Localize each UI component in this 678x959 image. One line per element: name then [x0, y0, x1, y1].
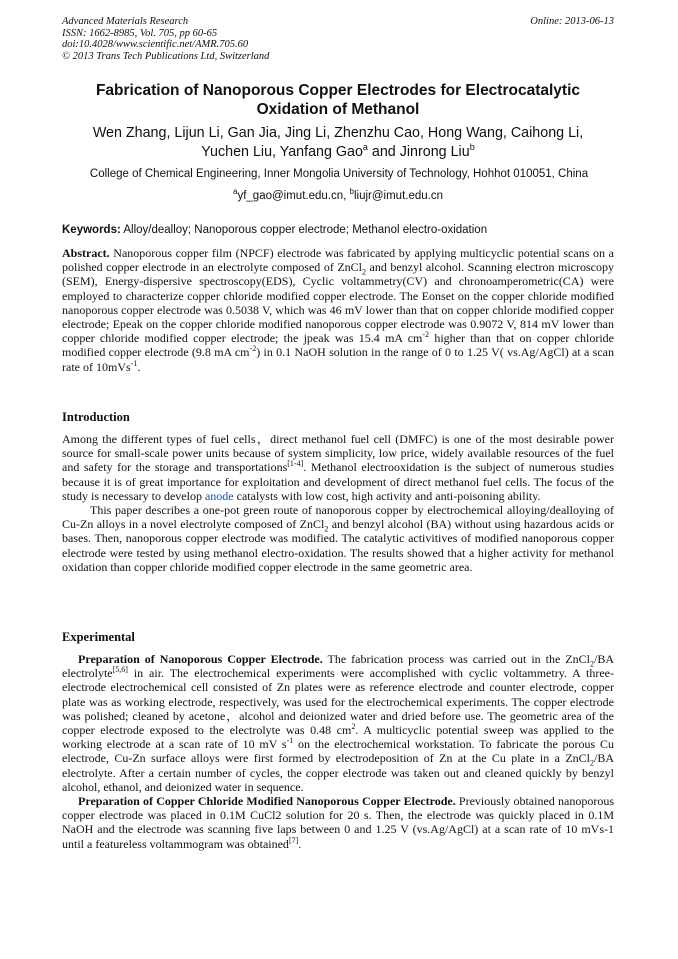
- doi-line: doi:10.4028/www.scientific.net/AMR.705.60: [62, 39, 249, 50]
- affiliation: College of Chemical Engineering, Inner Mongolia University of Technology, Hohhot 010051, China: [89, 168, 589, 180]
- exp-s1-sup-1: 2: [351, 722, 356, 732]
- abstract-text-2: and benzyl alcohol. Scanning electron microscopy (SEM), Energy-dispersive spectroscopy(EDS), Cyclic voltammetry(CV) and chronoamperometric(CA) were employed to characterize copper chloride modified copper electrode. The Eonset on the copper chloride modified nanoporous copper electrode was 0.5038 V, which was 46 mV lower than that on copper chloride modified copper electrode; Epeak on the copper chloride modified nanoporous copper electrode was 0.9072 V, 814 mV lower than copper chloride modified copper electrode; the jpeak was 15.4 mA cm: [62, 260, 614, 346]
- keywords-label: Keywords:: [62, 224, 121, 236]
- citation-1-4: [1-4]: [287, 459, 304, 469]
- abstract-text-5: .: [137, 359, 141, 374]
- email-a[interactable]: yf_gao@imut.edu.cn,: [237, 190, 350, 202]
- experimental-body: [62, 652, 614, 851]
- exp-s1-text-5: on the electrochemical workstation. To fabricate the porous Cu electrode, Cu-Zn surface alloys were first formed by electrodeposition of Zn at the Cu plate in a ZnCl: [62, 737, 614, 766]
- introduction-body: [62, 432, 614, 574]
- abstract-paragraph: [62, 246, 614, 374]
- issn-line: ISSN: 1662-8985, Vol. 705, pp 60-65: [62, 27, 218, 39]
- title-line-2: Oxidation of Methanol: [256, 101, 420, 118]
- abstract-sup-2: -2: [249, 344, 257, 354]
- journal-header: [62, 16, 614, 62]
- exp-s1-sub-2: 2: [589, 758, 594, 768]
- exp-s1-text-4: . A multicyclic potential sweep was applied to the working electrode at a scan rate of 10 mV s: [62, 723, 614, 752]
- author-list: [56, 124, 620, 162]
- abstract-text-1: Nanoporous copper film (NPCF) electrode was fabricated by applying multicyclic potential scans on a polished copper electrode in an electrolyte composed of ZnCl: [62, 246, 614, 275]
- introduction-heading: Introduction: [62, 410, 130, 424]
- intro-p1-text-3: catalysts with low cost, high activity and anti-poisoning ability.: [233, 488, 541, 503]
- copyright-line: © 2013 Trans Tech Publications Ltd, Switzerland: [62, 50, 270, 62]
- email-sup-a: a: [233, 187, 238, 197]
- exp-s1-label: Preparation of Nanoporous Copper Electrode.: [78, 652, 323, 666]
- email-sup-b: b: [349, 187, 354, 197]
- authors-line-2: [56, 143, 620, 162]
- abstract-text-4: ) in 0.1 NaOH solution in the range of 0 to 1.25 V( vs.Ag/AgCl) at a scan rate of 10mVs: [62, 345, 614, 374]
- intro-p1-text-1: Among the different types of fuel cells，direct methanol fuel cell (DMFC) is one of the most desirable power source for small-scale power units because of system simplicity, low price, widely available resources of the fuel and safety for the storage and transportations: [62, 432, 614, 475]
- keywords: [62, 223, 622, 238]
- exp-s1-text-6: /BA electrolyte. After a certain number of cycles, the copper electrode was taken out and cleaned quickly by benzyl alcohol, ethanol, and deionized water in sequence.: [62, 751, 614, 794]
- exp-s1-text-2: /BA electrolyte: [62, 652, 614, 681]
- online-date: Online: 2013-06-13: [530, 16, 614, 27]
- authors-line-1: Wen Zhang, Lijun Li, Gan Jia, Jing Li, Zhenzhu Cao, Hong Wang, Caihong Li,: [92, 125, 584, 141]
- abstract-sub-1: 2: [362, 267, 366, 277]
- exp-s2-label: Preparation of Copper Chloride Modified Nanoporous Copper Electrode.: [78, 794, 456, 809]
- keywords-text: Alloy/dealloy; Nanoporous copper electrode; Methanol electro-oxidation: [120, 224, 488, 236]
- citation-5-6: [5,6]: [112, 665, 128, 675]
- intro-p1-text-2: . Methanol electrooxidation is the subject of numerous studies because it is of great importance for exploitation and development of direct methanol fuel cells. The focus of the study is necessary to develop: [62, 460, 614, 503]
- authors-text-2: Yuchen Liu, Yanfang Gao: [201, 144, 363, 160]
- abstract-label: Abstract.: [62, 246, 110, 260]
- abstract-sup-1: -2: [422, 330, 430, 340]
- citation-7: [7]: [288, 835, 299, 845]
- intro-paragraph-1: [62, 432, 614, 503]
- intro-p2-sub: 2: [324, 524, 329, 534]
- paper-title: [62, 81, 614, 119]
- exp-s2-text-1: Previously obtained nanoporous copper electrode was placed in 0.1M CuCl2 solution for 20 s. Then, the electrode was quickly placed in 0.1M NaOH and the electrode was scanning five laps between 0 and 1.25 V (vs.Ag/AgCl) at a scan rate of 10 mVs-1 until a featureless voltammogram was obtained: [62, 794, 614, 851]
- exp-paragraph-2: [62, 794, 614, 851]
- author-sup-a: a: [362, 142, 368, 153]
- anode-link[interactable]: anode: [204, 488, 234, 503]
- intro-paragraph-2: [62, 503, 614, 574]
- intro-p2-text-2: and benzyl alcohol (BA) without using hazardous acids or bases. Then, nanoporous copper electrode was modified. The catalytic activitives of modified nanoporous copper electrode were tested by using methanol electro-oxidation. The results showed that a higher activity for methanol oxidation than copper chloride modified copper electrode in the same geometric area.: [62, 517, 614, 574]
- exp-s1-sup-2: -1: [286, 736, 294, 746]
- title-line-1: Fabrication of Nanoporous Copper Electrodes for Electrocatalytic: [95, 82, 581, 99]
- exp-s2-text-2: .: [298, 836, 302, 851]
- exp-s1-sub-1: 2: [589, 659, 594, 669]
- abstract-sup-3: -1: [130, 358, 138, 368]
- exp-s1-text-1: The fabrication process was carried out in the ZnCl: [322, 652, 590, 666]
- experimental-heading: Experimental: [62, 630, 135, 644]
- journal-name: Advanced Materials Research: [62, 16, 189, 27]
- exp-s1-text-3: in air. The electrochemical experiments were accomplished with cyclic voltammetry. A three-electrode electrochemical cell consisted of Zn plates were as reference electrode and counter electrode, copper plate was as working electrode, respectively, was used for the electrochemical experiments. The copper electrode was polished; cleaned by acetone，alcohol and deionized water and dried before use. The geometric area of the copper electrode exposed to the electrolyte was 0.48 cm: [62, 666, 614, 738]
- abstract-text-3: higher than that on copper chloride modified copper electrode (9.8 mA cm: [62, 331, 614, 360]
- exp-paragraph-1: [62, 652, 614, 794]
- authors-text-3: and Jinrong Liu: [367, 144, 470, 160]
- author-sup-b: b: [469, 142, 475, 153]
- email-b[interactable]: liujr@imut.edu.cn: [353, 190, 443, 202]
- contact-emails: [62, 189, 614, 204]
- intro-p2-text-1: This paper describes a one-pot green route of nanoporous copper by electrochemical alloying/dealloying of Cu-Zn alloys in a novel electrolyte composed of ZnCl: [62, 503, 614, 532]
